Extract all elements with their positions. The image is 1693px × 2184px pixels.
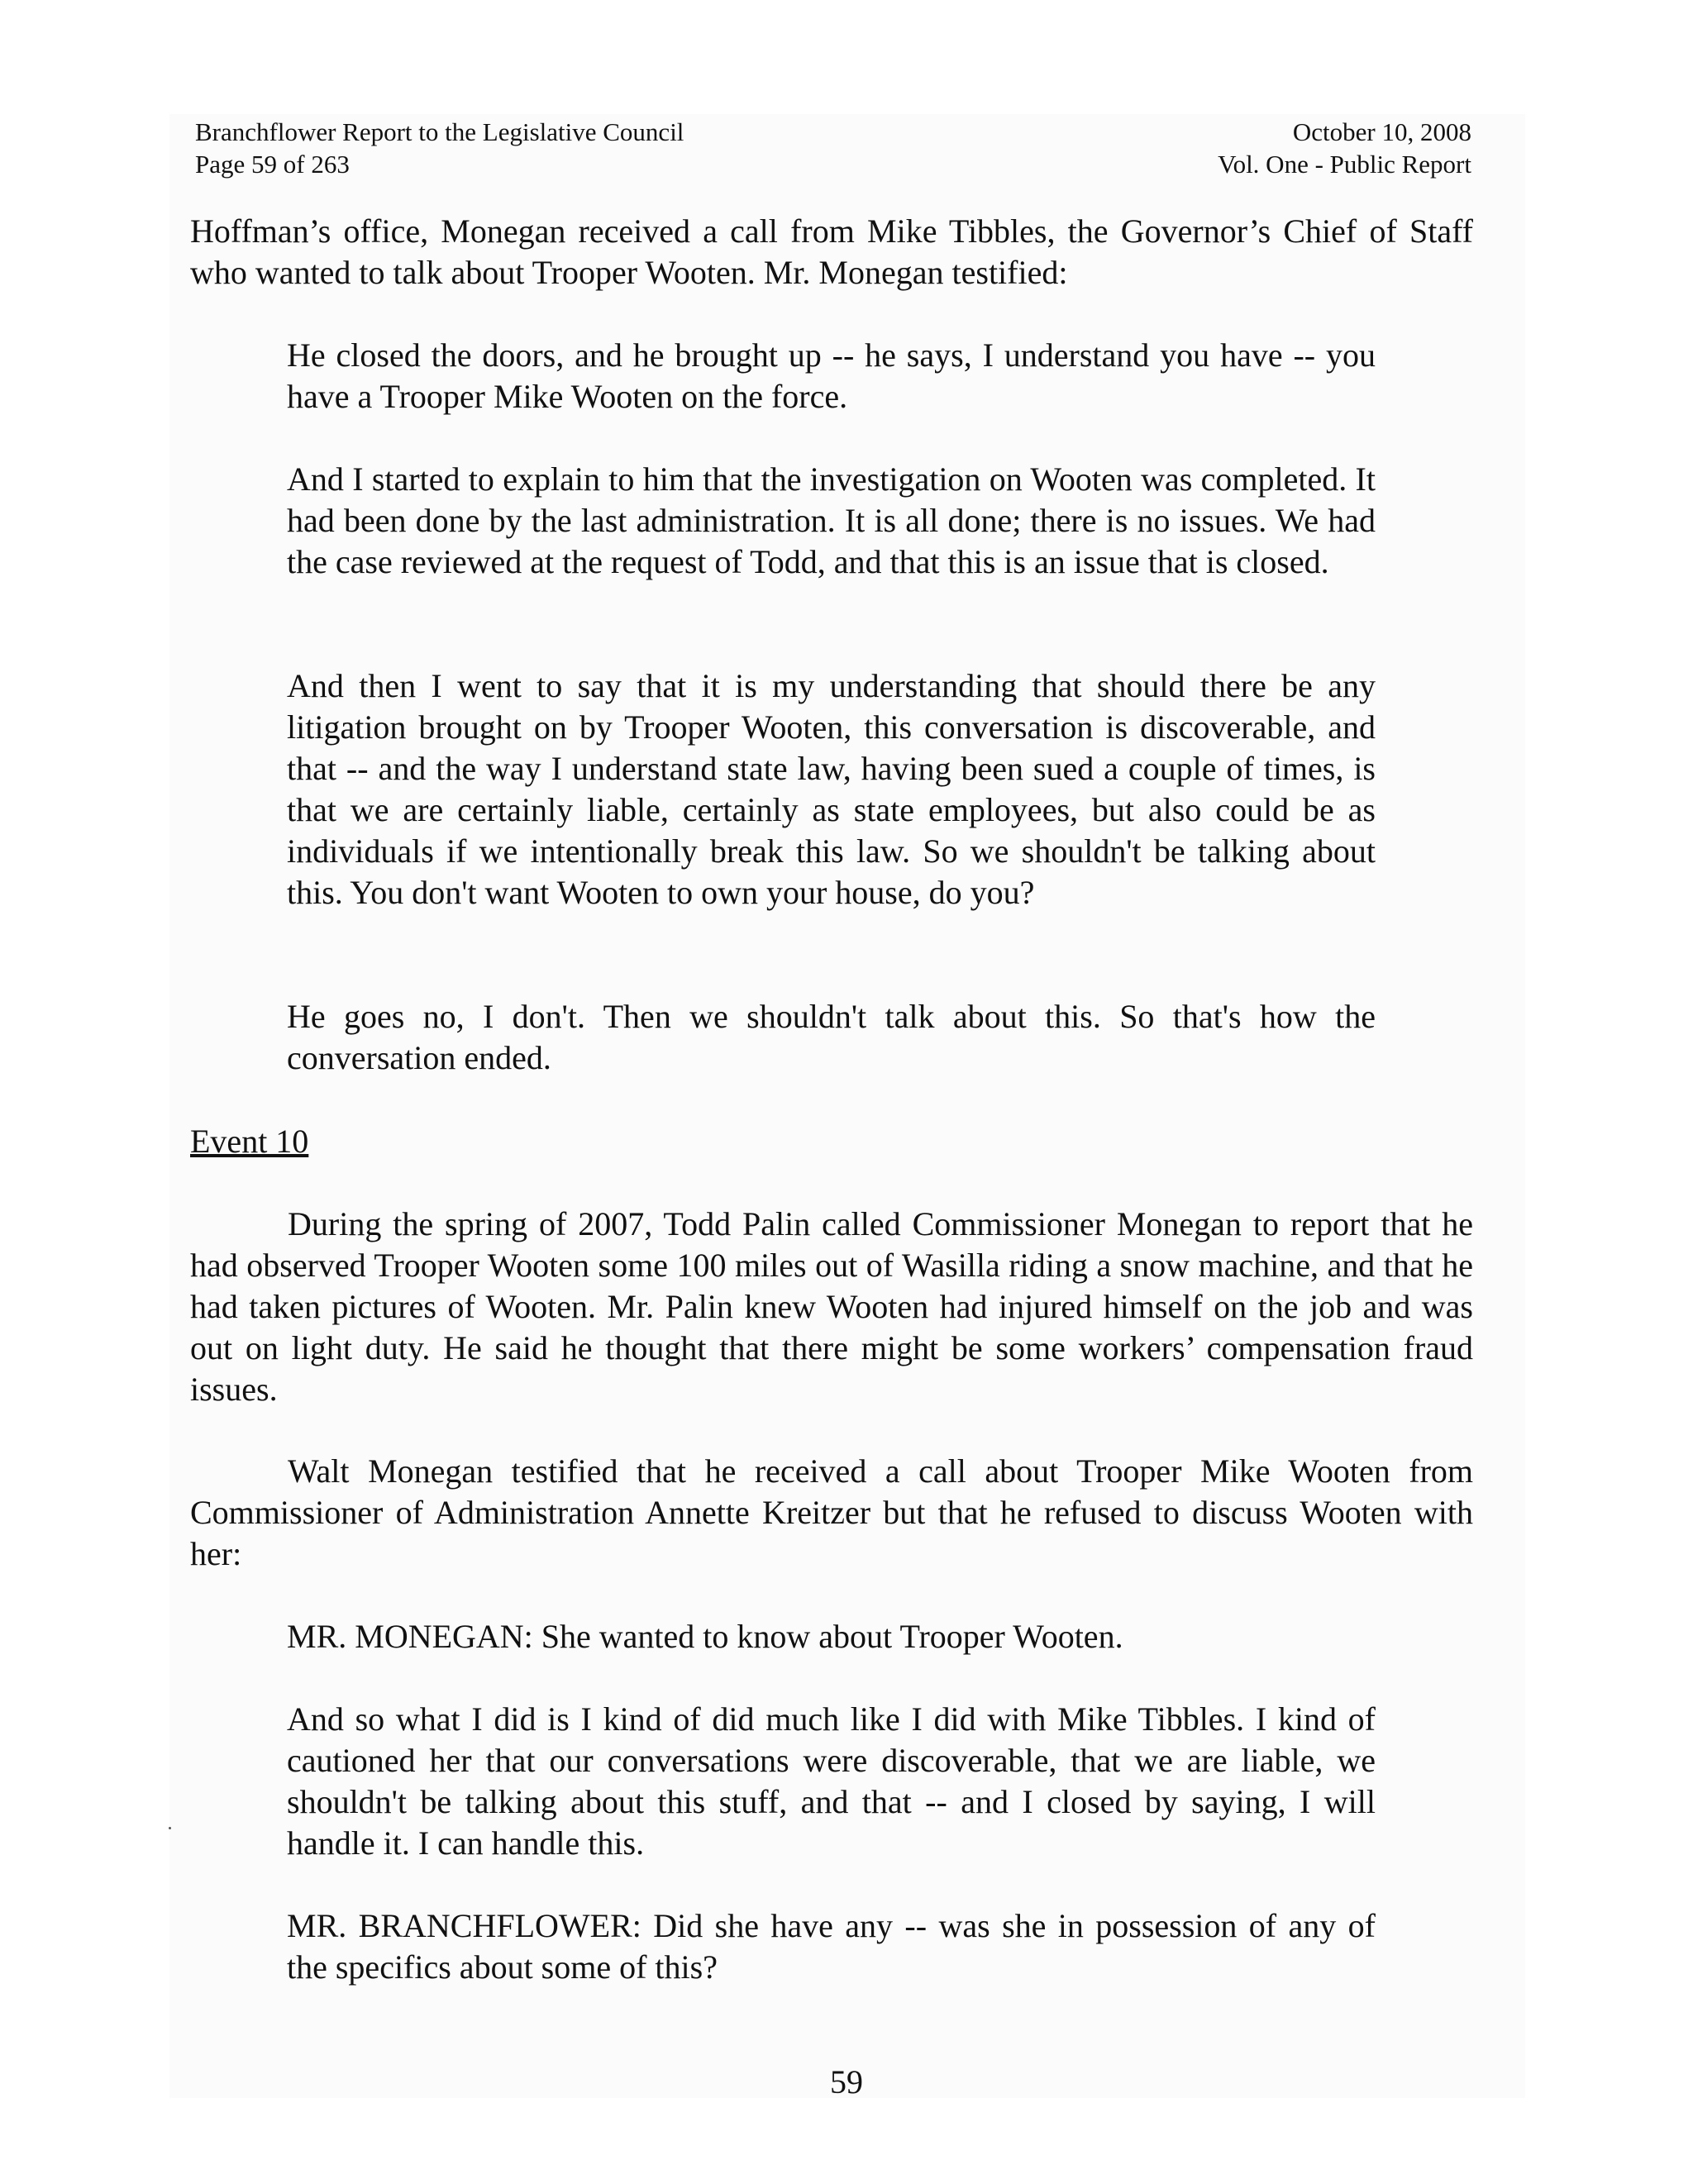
header-right bbox=[1218, 116, 1471, 180]
report-date: October 10, 2008 bbox=[1292, 117, 1471, 146]
report-volume: Vol. One - Public Report bbox=[1218, 150, 1471, 179]
quote-paragraph-1: He closed the doors, and he brought up -- he says, I understand you have -- you have a Trooper Mike Wooten on the force. bbox=[287, 336, 1376, 415]
quote-paragraph-4: He goes no, I don't. Then we shouldn't talk about this. So that's how the conversation ended. bbox=[287, 998, 1376, 1076]
paragraph-kreitzer: Walt Monegan testified that he received a call about Trooper Mike Wooten from Commissioner of Administration Annette Kreitzer but that he refused to discuss Wooten with her: bbox=[190, 1452, 1473, 1572]
page-number: 59 bbox=[830, 2063, 863, 2101]
scan-speck bbox=[169, 1827, 171, 1829]
header-left bbox=[195, 116, 684, 180]
quote-paragraph-3: And then I went to say that it is my understanding that should there be any litigation brought on by Trooper Wooten, this conversation is discoverable, and that -- and the way I understand state law, having been sued a couple of times, is that we are certainly liable, certainly as state employees, but also could be as individuals if we intentionally break this law. So we shouldn't be talking about this. You don't want Wooten to own your house, do you? bbox=[287, 667, 1376, 911]
quote-paragraph-7: MR. BRANCHFLOWER: Did she have any -- was she in possession of any of the specifics about some of this? bbox=[287, 1907, 1376, 1986]
paragraph-intro: Hoffman’s office, Monegan received a call from Mike Tibbles, the Governor’s Chief of Staff who wanted to talk about Trooper Wooten. Mr. Monegan testified: bbox=[190, 212, 1473, 291]
quote-paragraph-2: And I started to explain to him that the investigation on Wooten was completed. It had been done by the last administration. It is all done; there is no issues. We had the case reviewed at the request of Todd, and that this is an issue that is closed. bbox=[287, 460, 1376, 580]
quote-paragraph-6: And so what I did is I kind of did much like I did with Mike Tibbles. I kind of cautioned her that our conversations were discoverable, that we are liable, we shouldn't be talking about this stuff, and that -- and I closed by saying, I will handle it. I can handle this. bbox=[287, 1700, 1376, 1862]
paragraph-event-10: During the spring of 2007, Todd Palin called Commissioner Monegan to report that he had observed Trooper Wooten some 100 miles out of Wasilla riding a snow machine, and that he had taken pictures of Wooten. Mr. Palin knew Wooten had injured himself on the job and was out on light duty. He said he thought that there might be some workers’ compensation fraud issues. bbox=[190, 1205, 1473, 1408]
section-heading: Event 10 bbox=[190, 1123, 309, 1160]
quote-paragraph-5: MR. MONEGAN: She wanted to know about Trooper Wooten. bbox=[287, 1618, 1123, 1655]
page-count: Page 59 of 263 bbox=[195, 150, 350, 179]
report-title: Branchflower Report to the Legislative Council bbox=[195, 117, 684, 146]
